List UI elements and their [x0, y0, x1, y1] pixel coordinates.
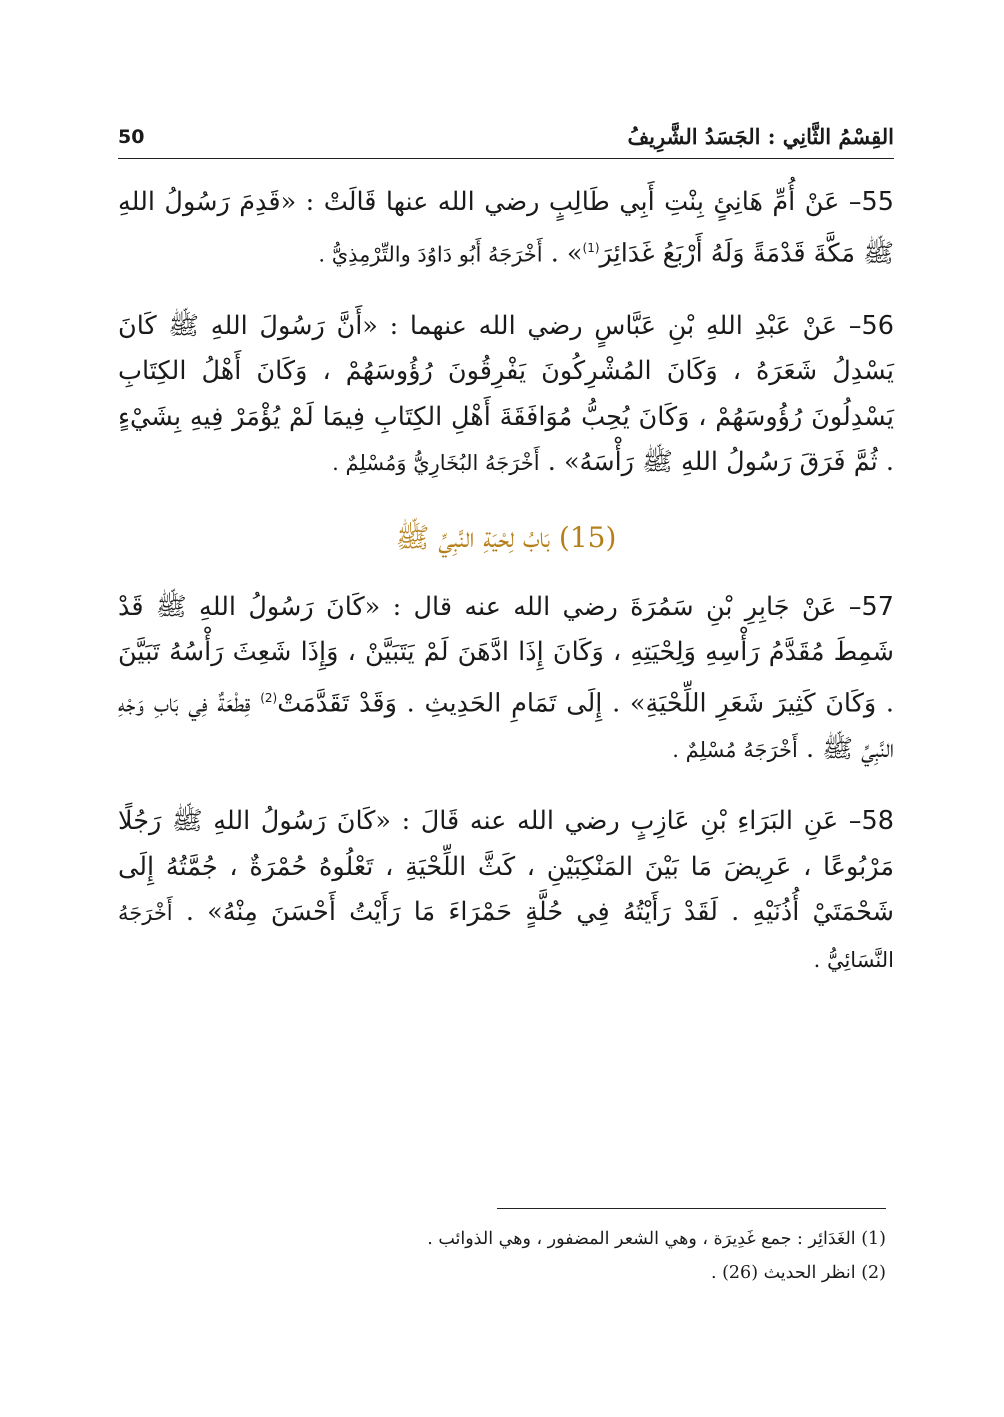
- running-header: [118, 118, 894, 159]
- hadith-number: 58–: [848, 806, 894, 836]
- hadith-text: عَنْ جَابِرِ بْنِ سَمُرَةَ رضي الله عنه قال : «كَانَ رَسُولُ اللهِ ﷺ قَدْ شَمِطَ مُقَدَّمُ رَأْسِهِ وَلِحْيَتِهِ ، وَكَانَ إِذَا ادَّهَنَ لَمْ يَتَبَيَّنْ ، وَإِذَا شَعِثَ رَأْسُهُ تَبَيَّنَ . وَكَانَ كَثِيرَ شَعَرِ اللِّحْيَةِ» . إِلَى تَمَامِ الحَدِيثِ . وَقَدْ تَقَدَّمَتْ: [118, 591, 894, 718]
- hadith-source: أَخْرَجَهُ مُسْلِمٌ .: [672, 737, 798, 762]
- hadith-55: [118, 180, 894, 278]
- footnote-ref[interactable]: (1): [582, 240, 600, 255]
- hadith-text-end: قِطْعَةٌ فِي بَابِ وَجْهِ النَّبِيِّ ﷺ .: [118, 688, 894, 764]
- header-title: القِسْمُ الثَّانِي : الجَسَدُ الشَّرِيفُ: [627, 124, 894, 149]
- page-body: [118, 180, 894, 1009]
- hadith-source: أَخْرَجَهُ النَّسَائِيُّ .: [118, 901, 894, 972]
- hadith-text: عَنِ البَرَاءِ بْنِ عَازِبٍ رضي الله عنه قَالَ : «كَانَ رَسُولُ اللهِ ﷺ رَجُلًا مَرْبُوعًا ، عَرِيضَ مَا بَيْنَ المَنْكِبَيْنِ ، كَثَّ اللِّحْيَةِ ، تَعْلُوهُ حُمْرَةٌ ، جُمَّتُهُ إِلَى شَحْمَتَيْ أُذُنَيْهِ . لَقَدْ رَأَيْتُهُ فِي حُلَّةٍ حَمْرَاءَ مَا رَأَيْتُ أَحْسَنَ مِنْهُ» .: [118, 806, 894, 927]
- page-number: 50: [118, 126, 145, 148]
- footnote-ref[interactable]: (2): [260, 690, 278, 705]
- hadith-text-end: » .: [542, 238, 583, 268]
- hadith-source: أَخْرَجَهُ أَبُو دَاوُدَ والتِّرْمِذِيُّ .: [318, 242, 543, 266]
- footnotes: [118, 1222, 886, 1290]
- section-heading: (15) بَابُ لِحْيَةِ النَّبِيِّ ﷺ: [395, 520, 617, 554]
- hadith-source: أَخْرَجَهُ البُخَارِيُّ وَمُسْلِمٌ .: [332, 451, 540, 475]
- hadith-text: عَنْ عَبْدِ اللهِ بْنِ عَبَّاسٍ رضي الله عنهما : «أَنَّ رَسُولَ اللهِ ﷺ كَانَ يَسْدِلُ شَعَرَهُ ، وَكَانَ المُشْرِكُونَ يَفْرِقُونَ رُؤُوسَهُمْ ، وَكَانَ أَهْلُ الكِتَابِ يَسْدِلُونَ رُؤُوسَهُمْ ، وَكَانَ يُحِبُّ مُوَافَقَةَ أَهْلِ الكِتَابِ فِيمَا لَمْ يُؤْمَرْ فِيهِ بِشَيْءٍ . ثُمَّ فَرَقَ رَسُولُ اللهِ ﷺ رَأْسَهُ» .: [118, 310, 894, 477]
- hadith-58: [118, 799, 894, 983]
- footnote-divider: [497, 1208, 886, 1209]
- hadith-57: [118, 585, 894, 774]
- footnote-2: (2) انظر الحديث (26) .: [710, 1263, 886, 1283]
- hadith-number: 56–: [848, 310, 894, 341]
- hadith-number: 57–: [848, 591, 894, 622]
- footnote-1: (1) الغَدَائِر : جمع غَدِيرَة ، وهي الشعر المضفور ، وهي الذوائب .: [427, 1229, 886, 1249]
- hadith-56: [118, 304, 894, 487]
- hadith-number: 55–: [848, 187, 894, 217]
- hadith-text: عَنْ أُمِّ هَانِئٍ بِنْتِ أَبِي طَالِبٍ رضي الله عنها قَالَتْ : «قَدِمَ رَسُولُ اللهِ ﷺ مَكَّةَ قَدْمَةً وَلَهُ أَرْبَعُ غَدَائِرَ: [118, 187, 894, 268]
